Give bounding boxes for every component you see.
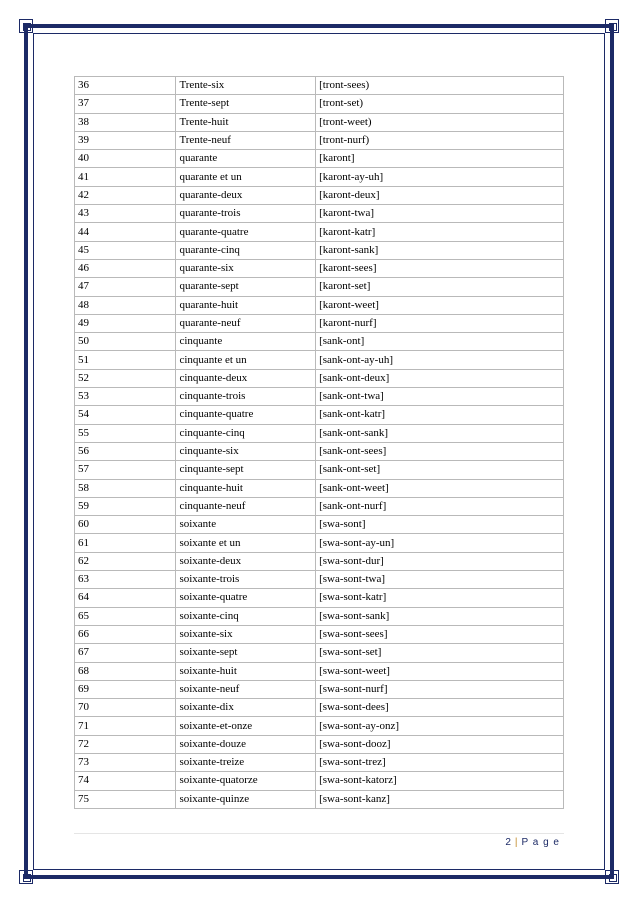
french-word-cell: quarante-sept <box>176 278 316 296</box>
number-cell: 50 <box>75 333 176 351</box>
number-cell: 48 <box>75 296 176 314</box>
pronunciation-cell: [sank-ont-nurf] <box>316 497 564 515</box>
pronunciation-cell: [swa-sont-set] <box>316 644 564 662</box>
table-row <box>75 259 564 277</box>
french-word-cell: cinquante-huit <box>176 479 316 497</box>
pronunciation-cell: [sank-ont-set] <box>316 461 564 479</box>
pronunciation-cell: [karont] <box>316 150 564 168</box>
french-word-cell: Trente-neuf <box>176 131 316 149</box>
pronunciation-cell: [tront-weet) <box>316 113 564 131</box>
page-word: P a g e <box>521 837 560 848</box>
french-word-cell: cinquante-cinq <box>176 424 316 442</box>
table-row <box>75 168 564 186</box>
number-cell: 64 <box>75 589 176 607</box>
table-row <box>75 790 564 808</box>
table-row <box>75 516 564 534</box>
pronunciation-cell: [swa-sont-twa] <box>316 571 564 589</box>
number-cell: 70 <box>75 699 176 717</box>
number-cell: 59 <box>75 497 176 515</box>
table-row <box>75 552 564 570</box>
footer-separator: | <box>514 837 519 848</box>
pronunciation-cell: [sank-ont-katr] <box>316 406 564 424</box>
table-row <box>75 571 564 589</box>
pronunciation-cell: [swa-sont-sank] <box>316 607 564 625</box>
table-row <box>75 607 564 625</box>
pronunciation-cell: [swa-sont-katorz] <box>316 772 564 790</box>
french-word-cell: quarante-quatre <box>176 223 316 241</box>
table-row <box>75 589 564 607</box>
pronunciation-cell: [swa-sont-ay-onz] <box>316 717 564 735</box>
table-row <box>75 735 564 753</box>
number-cell: 36 <box>75 77 176 95</box>
pronunciation-cell: [sank-ont-ay-uh] <box>316 351 564 369</box>
number-cell: 63 <box>75 571 176 589</box>
pronunciation-cell: [swa-sont-nurf] <box>316 680 564 698</box>
table-row <box>75 717 564 735</box>
number-cell: 42 <box>75 186 176 204</box>
pronunciation-cell: [swa-sont-weet] <box>316 662 564 680</box>
number-cell: 45 <box>75 241 176 259</box>
french-word-cell: Trente-huit <box>176 113 316 131</box>
table-row <box>75 772 564 790</box>
french-word-cell: soixante-dix <box>176 699 316 717</box>
french-word-cell: soixante-trois <box>176 571 316 589</box>
french-word-cell: quarante-six <box>176 259 316 277</box>
table-body <box>75 77 564 809</box>
number-cell: 74 <box>75 772 176 790</box>
french-word-cell: soixante-cinq <box>176 607 316 625</box>
french-word-cell: quarante et un <box>176 168 316 186</box>
french-word-cell: quarante-deux <box>176 186 316 204</box>
pronunciation-cell: [swa-sont-ay-un] <box>316 534 564 552</box>
pronunciation-cell: [sank-ont-sees] <box>316 442 564 460</box>
table-row <box>75 241 564 259</box>
number-cell: 67 <box>75 644 176 662</box>
french-word-cell: soixante-quatre <box>176 589 316 607</box>
table-row <box>75 369 564 387</box>
french-word-cell: cinquante-six <box>176 442 316 460</box>
corner-ornament-top-left <box>19 19 33 33</box>
table-row <box>75 223 564 241</box>
number-cell: 53 <box>75 388 176 406</box>
page-footer <box>505 837 560 848</box>
french-word-cell: soixante-douze <box>176 735 316 753</box>
table-row <box>75 205 564 223</box>
french-word-cell: quarante-cinq <box>176 241 316 259</box>
number-cell: 37 <box>75 95 176 113</box>
number-cell: 47 <box>75 278 176 296</box>
number-cell: 39 <box>75 131 176 149</box>
pronunciation-cell: [karont-set] <box>316 278 564 296</box>
french-word-cell: cinquante-deux <box>176 369 316 387</box>
pronunciation-cell: [karont-katr] <box>316 223 564 241</box>
french-word-cell: cinquante <box>176 333 316 351</box>
number-cell: 55 <box>75 424 176 442</box>
french-word-cell: soixante-et-onze <box>176 717 316 735</box>
french-word-cell: quarante <box>176 150 316 168</box>
french-word-cell: cinquante et un <box>176 351 316 369</box>
french-numbers-table <box>74 76 564 809</box>
pronunciation-cell: [sank-ont-twa] <box>316 388 564 406</box>
number-cell: 51 <box>75 351 176 369</box>
table-row <box>75 296 564 314</box>
number-cell: 41 <box>75 168 176 186</box>
french-word-cell: soixante-sept <box>176 644 316 662</box>
table-row <box>75 351 564 369</box>
number-cell: 40 <box>75 150 176 168</box>
pronunciation-cell: [sank-ont] <box>316 333 564 351</box>
number-cell: 46 <box>75 259 176 277</box>
number-cell: 49 <box>75 314 176 332</box>
pronunciation-cell: [karont-weet] <box>316 296 564 314</box>
table-row <box>75 699 564 717</box>
pronunciation-cell: [sank-ont-weet] <box>316 479 564 497</box>
number-cell: 65 <box>75 607 176 625</box>
table-row <box>75 150 564 168</box>
number-cell: 56 <box>75 442 176 460</box>
french-word-cell: cinquante-trois <box>176 388 316 406</box>
french-word-cell: soixante-deux <box>176 552 316 570</box>
table-row <box>75 680 564 698</box>
pronunciation-cell: [swa-sont] <box>316 516 564 534</box>
table-row <box>75 424 564 442</box>
french-word-cell: soixante-neuf <box>176 680 316 698</box>
french-word-cell: cinquante-sept <box>176 461 316 479</box>
number-cell: 69 <box>75 680 176 698</box>
table-row <box>75 662 564 680</box>
pronunciation-cell: [swa-sont-katr] <box>316 589 564 607</box>
number-cell: 72 <box>75 735 176 753</box>
table-row <box>75 388 564 406</box>
pronunciation-cell: [tront-set) <box>316 95 564 113</box>
french-word-cell: soixante <box>176 516 316 534</box>
pronunciation-cell: [karont-sank] <box>316 241 564 259</box>
french-word-cell: soixante-quinze <box>176 790 316 808</box>
number-cell: 62 <box>75 552 176 570</box>
table-row <box>75 461 564 479</box>
number-cell: 44 <box>75 223 176 241</box>
number-cell: 75 <box>75 790 176 808</box>
table-row <box>75 113 564 131</box>
number-cell: 54 <box>75 406 176 424</box>
table-row <box>75 95 564 113</box>
number-cell: 52 <box>75 369 176 387</box>
french-word-cell: cinquante-neuf <box>176 497 316 515</box>
table-row <box>75 131 564 149</box>
corner-ornament-bottom-left <box>19 870 33 884</box>
table-row <box>75 186 564 204</box>
pronunciation-cell: [karont-deux] <box>316 186 564 204</box>
pronunciation-cell: [sank-ont-sank] <box>316 424 564 442</box>
french-word-cell: soixante-treize <box>176 753 316 771</box>
number-cell: 38 <box>75 113 176 131</box>
page-number: 2 <box>505 837 512 848</box>
pronunciation-cell: [tront-sees) <box>316 77 564 95</box>
french-word-cell: Trente-sept <box>176 95 316 113</box>
table-row <box>75 314 564 332</box>
french-word-cell: soixante et un <box>176 534 316 552</box>
french-word-cell: quarante-neuf <box>176 314 316 332</box>
table-row <box>75 333 564 351</box>
pronunciation-cell: [karont-nurf] <box>316 314 564 332</box>
table-row <box>75 534 564 552</box>
number-cell: 71 <box>75 717 176 735</box>
number-cell: 73 <box>75 753 176 771</box>
table-row <box>75 479 564 497</box>
french-word-cell: soixante-six <box>176 625 316 643</box>
pronunciation-cell: [swa-sont-dur] <box>316 552 564 570</box>
pronunciation-cell: [sank-ont-deux] <box>316 369 564 387</box>
number-cell: 58 <box>75 479 176 497</box>
french-word-cell: soixante-huit <box>176 662 316 680</box>
footer-divider <box>74 833 564 834</box>
table-row <box>75 753 564 771</box>
french-word-cell: quarante-trois <box>176 205 316 223</box>
number-cell: 60 <box>75 516 176 534</box>
pronunciation-cell: [swa-sont-dooz] <box>316 735 564 753</box>
table-row <box>75 77 564 95</box>
french-word-cell: Trente-six <box>176 77 316 95</box>
pronunciation-cell: [karont-sees] <box>316 259 564 277</box>
pronunciation-cell: [swa-sont-kanz] <box>316 790 564 808</box>
french-word-cell: quarante-huit <box>176 296 316 314</box>
pronunciation-cell: [swa-sont-sees] <box>316 625 564 643</box>
french-word-cell: cinquante-quatre <box>176 406 316 424</box>
french-word-cell: soixante-quatorze <box>176 772 316 790</box>
pronunciation-cell: [swa-sont-dees] <box>316 699 564 717</box>
table-row <box>75 625 564 643</box>
number-cell: 43 <box>75 205 176 223</box>
number-cell: 57 <box>75 461 176 479</box>
table-row <box>75 406 564 424</box>
table-row <box>75 442 564 460</box>
pronunciation-cell: [karont-ay-uh] <box>316 168 564 186</box>
number-cell: 68 <box>75 662 176 680</box>
pronunciation-cell: [tront-nurf) <box>316 131 564 149</box>
corner-ornament-top-right <box>605 19 619 33</box>
corner-ornament-bottom-right <box>605 870 619 884</box>
pronunciation-cell: [karont-twa] <box>316 205 564 223</box>
number-cell: 61 <box>75 534 176 552</box>
table-row <box>75 278 564 296</box>
table-row <box>75 497 564 515</box>
pronunciation-cell: [swa-sont-trez] <box>316 753 564 771</box>
table-row <box>75 644 564 662</box>
number-cell: 66 <box>75 625 176 643</box>
